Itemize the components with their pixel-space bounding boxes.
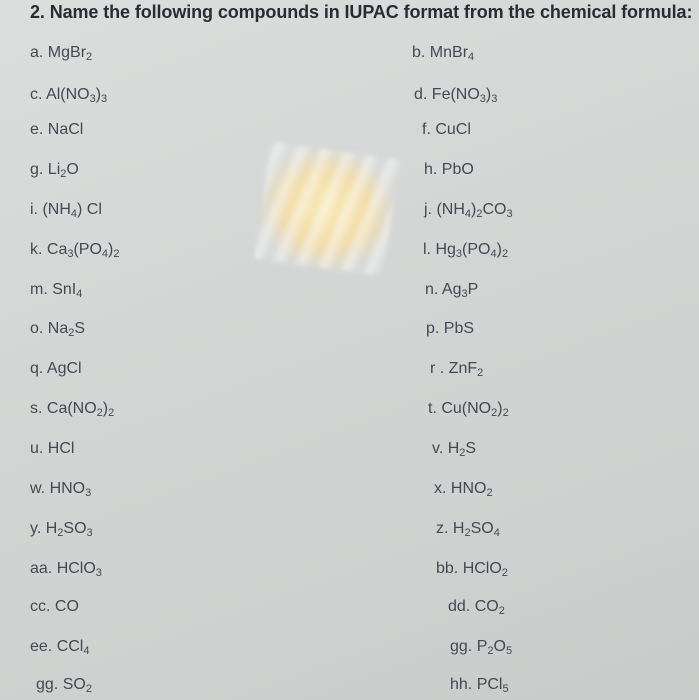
compound-item xyxy=(450,638,512,656)
chemical-formula: $Hg_3(PO_4)_2$ xyxy=(435,241,509,260)
compound-item xyxy=(30,320,85,338)
chemical-formula: $Na_2S$ xyxy=(47,320,86,339)
item-label: r . xyxy=(430,360,449,377)
compound-item xyxy=(30,560,102,578)
compound-item xyxy=(432,440,476,458)
chemical-formula: $H_2S$ xyxy=(447,440,477,459)
item-label: gg. xyxy=(36,676,63,693)
item-label: dd. xyxy=(448,598,475,615)
chemical-formula: PbO xyxy=(441,161,474,178)
compound-item xyxy=(30,440,74,458)
item-label: e. xyxy=(30,121,48,138)
item-label: w. xyxy=(30,480,50,497)
chemical-formula: $Al(NO_3)_3$ xyxy=(46,86,108,105)
item-label: h. xyxy=(424,161,442,178)
compound-item xyxy=(426,320,474,338)
compound-item xyxy=(30,201,102,219)
item-label: bb. xyxy=(436,560,463,577)
chemical-formula: $Fe(NO_3)_3$ xyxy=(431,86,498,105)
chemical-formula: $Cu(NO_2)_2$ xyxy=(441,400,509,419)
chemical-formula: ZnF$_2$ xyxy=(448,360,484,379)
item-label: i. xyxy=(30,201,43,218)
compound-item xyxy=(436,520,500,538)
item-label: o. xyxy=(30,320,48,337)
item-label: l. xyxy=(423,241,436,258)
chemical-formula: $H_2SO_3$ xyxy=(45,520,93,539)
chemical-formula: $Ca_3(PO_4)_2$ xyxy=(46,241,120,260)
compound-item xyxy=(448,598,505,616)
chemical-formula: $CO_2$ xyxy=(474,598,505,617)
chemical-formula: CO xyxy=(54,598,79,615)
chemical-formula: $SO_2$ xyxy=(62,676,92,695)
item-label: q. xyxy=(30,360,47,377)
chemical-formula: NaCl xyxy=(47,121,84,138)
compound-item xyxy=(422,121,471,139)
item-label: t. xyxy=(428,400,442,417)
item-label: y. xyxy=(30,520,46,537)
chemical-formula: HClO$_3$ xyxy=(56,560,102,579)
light-glare xyxy=(254,142,399,277)
chemical-formula: HClO$_2$ xyxy=(462,560,508,579)
compound-item xyxy=(30,400,114,418)
chemical-formula: MnBr$_4$ xyxy=(429,44,475,63)
chemical-formula: PCl$_5$ xyxy=(476,676,509,695)
compound-item xyxy=(425,281,478,299)
compound-item xyxy=(430,360,483,378)
item-label: j. xyxy=(424,201,437,218)
compound-item xyxy=(30,121,83,139)
compound-item xyxy=(424,161,474,179)
item-label: gg. xyxy=(450,638,477,655)
item-label: f. xyxy=(422,121,436,138)
item-label: g. xyxy=(30,161,48,178)
item-label: b. xyxy=(412,44,430,61)
item-label: cc. xyxy=(30,598,55,615)
compound-item xyxy=(30,360,82,378)
item-label: n. xyxy=(425,281,442,298)
item-label: c. xyxy=(30,86,47,103)
chemical-formula: $(NH_4)_2CO_3$ xyxy=(436,201,513,220)
item-label: hh. xyxy=(450,676,477,693)
chemical-formula: $H_2SO_4$ xyxy=(452,520,500,539)
compound-item xyxy=(412,44,474,62)
item-label: m. xyxy=(30,281,53,298)
compound-item xyxy=(30,241,120,259)
item-label: a. xyxy=(30,44,48,61)
question-title: 2. Name the following compounds in IUPAC format from the chemical formula: xyxy=(30,2,693,22)
chemical-formula: $Ag_3P$ xyxy=(441,281,479,300)
chemical-formula: $HNO_2$ xyxy=(450,480,493,499)
chemical-formula: PbS xyxy=(443,320,475,337)
compound-item xyxy=(30,480,91,498)
chemical-formula: $P_2O_5$ xyxy=(476,638,513,657)
chemical-formula: CCl$_4$ xyxy=(56,638,90,657)
item-label: x. xyxy=(434,480,451,497)
chemical-formula: CuCl xyxy=(435,121,471,138)
item-label: s. xyxy=(30,400,47,417)
chemical-formula: $(NH_4)$ Cl xyxy=(42,201,102,220)
compound-item xyxy=(30,638,89,656)
compound-item xyxy=(424,201,513,219)
item-label: p. xyxy=(426,320,444,337)
compound-item xyxy=(36,676,92,694)
compound-item xyxy=(30,44,92,62)
compound-item xyxy=(30,86,107,104)
chemical-formula: SnI$_4$ xyxy=(52,281,83,300)
chemical-formula: $Ca(NO_2)_2$ xyxy=(46,400,115,419)
compound-item xyxy=(30,281,82,299)
chemical-formula: MgBr$_2$ xyxy=(47,44,93,63)
compound-item xyxy=(436,560,508,578)
item-label: aa. xyxy=(30,560,57,577)
item-label: k. xyxy=(30,241,47,258)
chemical-formula: HCl xyxy=(47,440,75,457)
item-label: v. xyxy=(432,440,448,457)
compound-item xyxy=(434,480,493,498)
item-label: z. xyxy=(436,520,453,537)
item-label: ee. xyxy=(30,638,57,655)
item-label: u. xyxy=(30,440,48,457)
compound-item xyxy=(30,520,93,538)
compound-item xyxy=(450,676,509,694)
compound-item xyxy=(414,86,497,104)
item-label: d. xyxy=(414,86,432,103)
compound-item xyxy=(423,241,508,259)
chemical-formula: $HNO_3$ xyxy=(49,480,92,499)
chemical-formula: AgCl xyxy=(46,360,82,377)
compound-item xyxy=(30,161,79,179)
compound-item xyxy=(30,598,79,616)
compound-item xyxy=(428,400,509,418)
chemical-formula: $Li_2O$ xyxy=(47,161,79,180)
